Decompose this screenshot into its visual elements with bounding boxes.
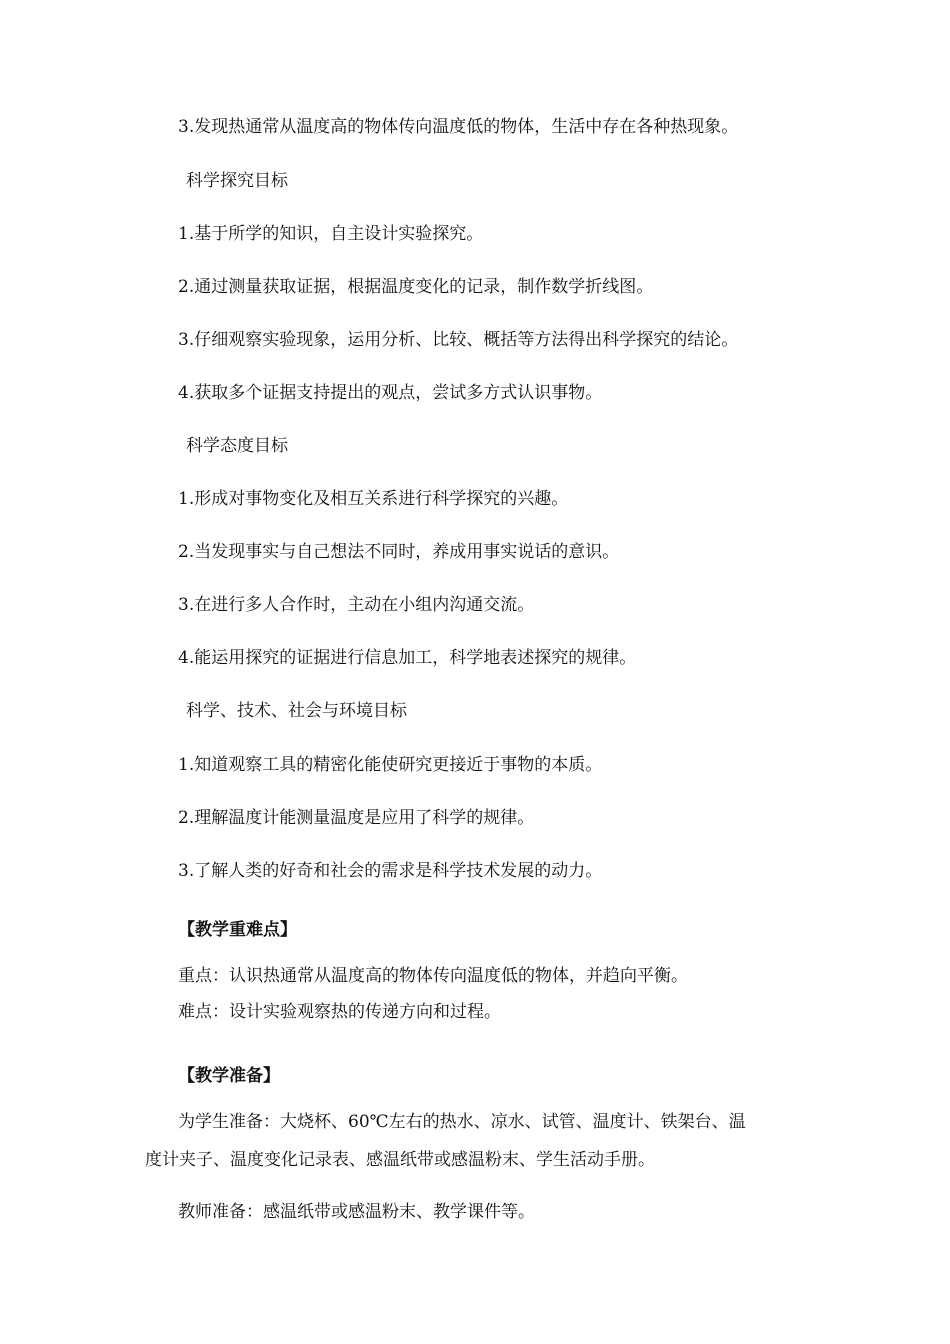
- attitude-goals-heading: 科学态度目标: [186, 436, 288, 456]
- student-preparation-line-1: 为学生准备：大烧杯、60℃左右的热水、凉水、试管、温度计、铁架台、温: [178, 1112, 746, 1132]
- key-point-difficulty: 难点：设计实验观察热的传递方向和过程。: [178, 1002, 501, 1022]
- inquiry-goal-item-4: 4.获取多个证据支持提出的观点，尝试多方式认识事物。: [178, 383, 603, 403]
- inquiry-goal-item-3: 3.仔细观察实验现象，运用分析、比较、概括等方法得出科学探究的结论。: [178, 330, 739, 350]
- student-preparation-line-2: 度计夹子、温度变化记录表、感温纸带或感温粉末、学生活动手册。: [145, 1150, 655, 1170]
- inquiry-goal-item-1: 1.基于所学的知识，自主设计实验探究。: [178, 224, 484, 244]
- preparation-heading: 【教学准备】: [178, 1066, 280, 1086]
- teacher-preparation: 教师准备：感温纸带或感温粉末、教学课件等。: [178, 1202, 535, 1222]
- stse-goal-item-3: 3.了解人类的好奇和社会的需求是科学技术发展的动力。: [178, 861, 603, 881]
- attitude-goal-item-3: 3.在进行多人合作时，主动在小组内沟通交流。: [178, 595, 535, 615]
- stse-goal-item-2: 2.理解温度计能测量温度是应用了科学的规律。: [178, 808, 535, 828]
- key-points-heading: 【教学重难点】: [178, 920, 297, 940]
- inquiry-goal-item-2: 2.通过测量获取证据，根据温度变化的记录，制作数学折线图。: [178, 277, 654, 297]
- attitude-goal-item-2: 2.当发现事实与自己想法不同时，养成用事实说话的意识。: [178, 542, 620, 562]
- inquiry-goals-heading: 科学探究目标: [186, 171, 288, 191]
- key-point-focus: 重点：认识热通常从温度高的物体传向温度低的物体，并趋向平衡。: [178, 966, 688, 986]
- attitude-goal-item-4: 4.能运用探究的证据进行信息加工，科学地表述探究的规律。: [178, 648, 637, 668]
- stse-goal-item-1: 1.知道观察工具的精密化能使研究更接近于事物的本质。: [178, 755, 603, 775]
- knowledge-goal-item-3: 3.发现热通常从温度高的物体传向温度低的物体，生活中存在各种热现象。: [178, 117, 739, 137]
- attitude-goal-item-1: 1.形成对事物变化及相互关系进行科学探究的兴趣。: [178, 489, 569, 509]
- stse-goals-heading: 科学、技术、社会与环境目标: [186, 701, 407, 721]
